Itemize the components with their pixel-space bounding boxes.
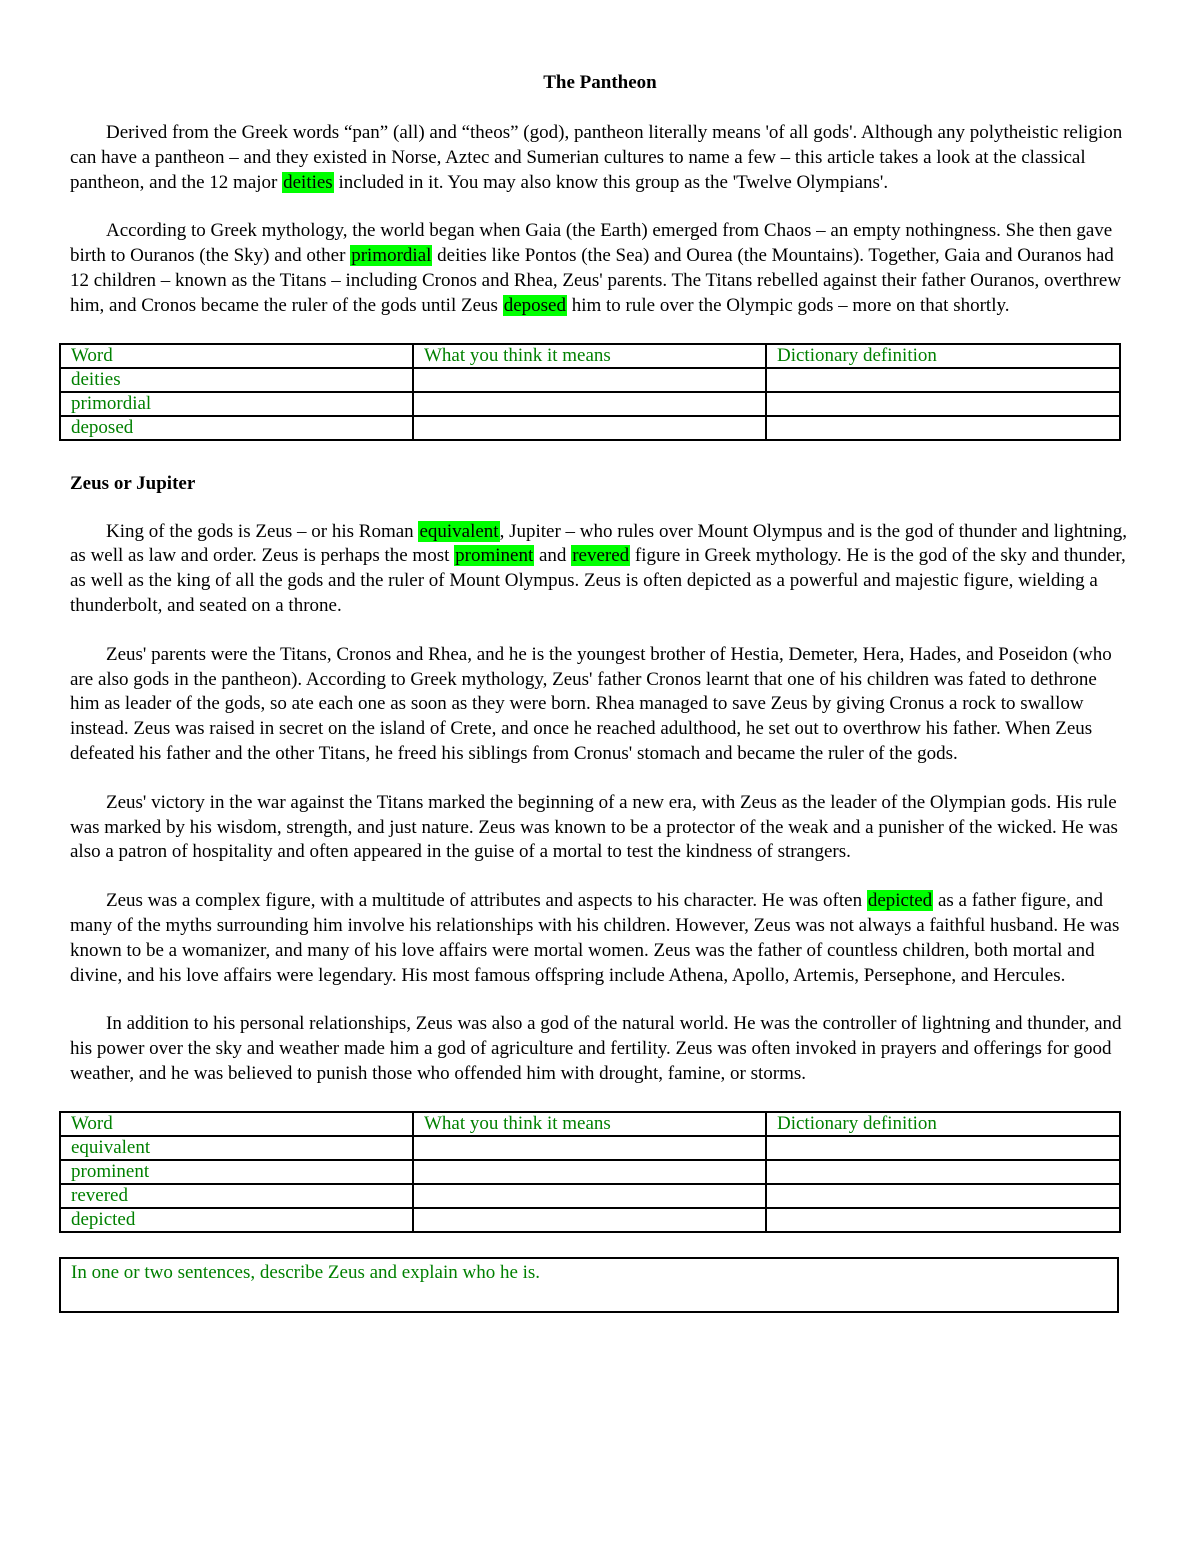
zeus-paragraph-1 <box>70 520 1130 619</box>
table-row <box>60 392 1120 416</box>
definition-cell[interactable] <box>766 392 1120 416</box>
word-cell: deposed <box>60 416 413 440</box>
definition-cell[interactable] <box>766 1160 1120 1184</box>
guess-cell[interactable] <box>413 392 766 416</box>
guess-cell[interactable] <box>413 416 766 440</box>
zeus-paragraph-3: Zeus' victory in the war against the Titans marked the beginning of a new era, with Zeus as the leader of the Olympian gods. His rule was marked by his wisdom, strength, and just nature. Zeus was known to be a protector of the weak and a punisher of the wicked. He was also a patron of hospitality and often appeared in the guise of a mortal to test the kindness of strangers. <box>70 791 1118 863</box>
guess-cell[interactable] <box>413 1136 766 1160</box>
text-run: him to rule over the Olympic gods – more on that shortly. <box>566 294 1010 316</box>
table-row <box>60 416 1120 440</box>
word-cell: prominent <box>60 1160 413 1184</box>
highlighted-word: prominent <box>455 545 534 567</box>
table-row <box>60 1184 1120 1208</box>
highlighted-word: primordial <box>351 245 432 267</box>
highlighted-word: deposed <box>503 294 566 316</box>
section-heading-zeus: Zeus or Jupiter <box>70 472 196 494</box>
header-word: Word <box>60 1112 413 1136</box>
intro-paragraph-1 <box>70 121 1130 195</box>
intro-paragraph-2 <box>70 219 1130 318</box>
zeus-paragraph-4 <box>70 889 1130 988</box>
highlighted-word: equivalent <box>419 520 499 542</box>
highlighted-word: deities <box>283 171 333 193</box>
zeus-paragraph-5: In addition to his personal relationships, Zeus was also a god of the natural world. He was the controller of lightning and thunder, and his power over the sky and weather made him a god of agriculture and fertility. Zeus was often invoked in prayers and offerings for good weather, and he was believed to punish those who offended him with drought, famine, or storms. <box>70 1013 1122 1084</box>
definition-cell[interactable] <box>766 1136 1120 1160</box>
guess-cell[interactable] <box>413 368 766 392</box>
text-run: included in it. You may also know this group as the 'Twelve Olympians'. <box>333 171 889 193</box>
text-run: King of the gods is Zeus – or his Roman <box>106 520 419 542</box>
response-prompt-box[interactable]: In one or two sentences, describe Zeus and explain who he is. <box>59 1257 1119 1313</box>
header-definition: Dictionary definition <box>766 1112 1120 1136</box>
text-run: Derived from the Greek words “pan” (all) and “theos” (god), pantheon literally means 'of all gods'. Although any polytheistic religion can have a pantheon – and they existed in Norse, Aztec and Sumerian cultures to name a few – this article takes a look at the classical pantheon, and the 12 major <box>70 122 1123 193</box>
guess-cell[interactable] <box>413 1184 766 1208</box>
header-guess: What you think it means <box>413 344 766 368</box>
word-cell: depicted <box>60 1208 413 1232</box>
page-title: The Pantheon <box>543 72 657 93</box>
definition-cell[interactable] <box>766 1208 1120 1232</box>
text-run: figure in Greek mythology. He is the god of the sky and thunder, as well as the king of all the gods and the ruler of Mount Olympus. Zeus is often depicted as a powerful and majestic figure, wielding a thunderbolt, and seated on a throne. <box>70 545 1126 616</box>
definition-cell[interactable] <box>766 1184 1120 1208</box>
definition-cell[interactable] <box>766 416 1120 440</box>
text-run: According to Greek mythology, the world began when Gaia (the Earth) emerged from Chaos – an empty nothingness. She then gave birth to Ouranos (the Sky) and other <box>70 220 1113 267</box>
document-page <box>70 70 1130 1313</box>
text-run: deities like Pontos (the Sea) and Ourea (the Mountains). Together, Gaia and Ouranos had 12 children – known as the Titans – including Cronos and Rhea, Zeus' parents. The Titans rebelled against their father Ouranos, overthrew him, and Cronos became the ruler of the gods until Zeus <box>70 245 1122 316</box>
table-row <box>60 1136 1120 1160</box>
table-header-row <box>60 344 1120 368</box>
zeus-paragraph-2: Zeus' parents were the Titans, Cronos and Rhea, and he is the youngest brother of Hestia, Demeter, Hera, Hades, and Poseidon (who are also gods in the pantheon). According to Greek mythology, Zeus' father Cronos learnt that one of his children was fated to dethrone him as leader of the gods, so ate each one as soon as they were born. Rhea managed to save Zeus by giving Cronus a rock to swallow instead. Zeus was raised in secret on the island of Crete, and once he reached adulthood, he set out to overthrow his father. When Zeus defeated his father and the other Titans, he freed his siblings from Cronus' stomach and became the ruler of the gods. <box>70 643 1112 764</box>
table-header-row <box>60 1112 1120 1136</box>
text-run: Zeus was a complex figure, with a multitude of attributes and aspects to his character. He was often <box>106 890 867 912</box>
vocabulary-table-1 <box>59 343 1121 441</box>
guess-cell[interactable] <box>413 1160 766 1184</box>
highlighted-word: depicted <box>867 890 933 912</box>
highlighted-word: revered <box>572 545 630 567</box>
header-word: Word <box>60 344 413 368</box>
table-row <box>60 1208 1120 1232</box>
word-cell: deities <box>60 368 413 392</box>
definition-cell[interactable] <box>766 368 1120 392</box>
text-run: , Jupiter – who rules over Mount Olympus and is the god of thunder and lightning, as well as law and order. Zeus is perhaps the most <box>70 520 1128 567</box>
text-run: as a father figure, and many of the myths surrounding him involve his relationships with his children. However, Zeus was not always a faithful husband. He was known to be a womanizer, and many of his love affairs were mortal women. Zeus was the father of countless children, both mortal and divine, and his love affairs were legendary. His most famous offspring include Athena, Apollo, Artemis, Persephone, and Hercules. <box>70 890 1120 986</box>
guess-cell[interactable] <box>413 1208 766 1232</box>
word-cell: revered <box>60 1184 413 1208</box>
word-cell: equivalent <box>60 1136 413 1160</box>
word-cell: primordial <box>60 392 413 416</box>
table-row <box>60 1160 1120 1184</box>
header-definition: Dictionary definition <box>766 344 1120 368</box>
vocabulary-table-2 <box>59 1111 1121 1233</box>
header-guess: What you think it means <box>413 1112 766 1136</box>
text-run: and <box>534 545 572 567</box>
table-row <box>60 368 1120 392</box>
